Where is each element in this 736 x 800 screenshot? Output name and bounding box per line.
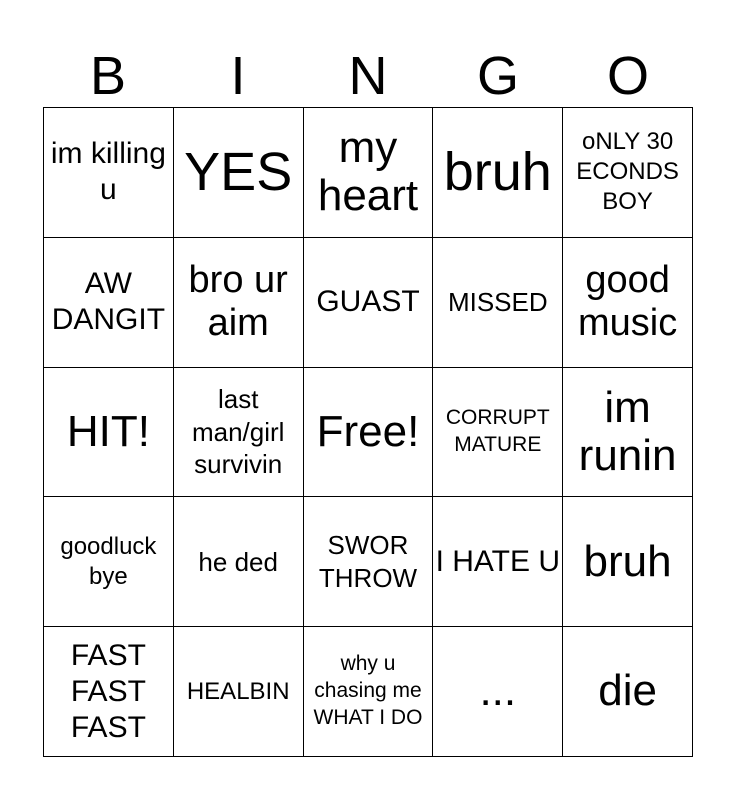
header-letter-i: I [230,46,246,106]
cell-text: MISSED [447,286,548,317]
bingo-cell-r3c1[interactable] [44,368,174,498]
cell-text: my heart [317,123,419,221]
bingo-cell-r2c1[interactable] [44,238,174,368]
cell-text: SWOR THROW [318,530,418,593]
cell-text: HEALBIN [186,677,290,705]
cell-text: goodluck bye [60,532,157,590]
bingo-cell-r4c5[interactable] [563,497,693,627]
cell-text: GUAST [316,285,420,319]
cell-text: why u chasing me WHAT I DO [313,652,423,730]
header-letter-g: G [476,46,519,106]
cell-text: die [598,666,657,716]
bingo-cell-r4c3[interactable] [304,497,434,627]
bingo-cell-r1c2[interactable] [174,108,304,238]
bingo-cell-r5c4[interactable] [433,627,563,757]
bingo-cell-r3c2[interactable] [174,368,304,498]
bingo-cell-r2c2[interactable] [174,238,304,368]
bingo-cell-r5c2[interactable] [174,627,304,757]
cell-text: CORRUPT MATURE [445,406,550,456]
cell-text: im killing u [50,137,166,207]
cell-text: YES [184,142,293,203]
header-letter-n: N [348,46,388,106]
cell-text: AW DANGIT [51,267,166,337]
bingo-cell-r5c1[interactable] [44,627,174,757]
cell-text: FAST FAST FAST [70,638,146,744]
cell-text: bro ur aim [188,258,288,345]
bingo-cell-r3c3[interactable] [304,368,434,498]
cell-text: bruh [583,536,672,586]
free-space: Free! [316,406,420,456]
cell-text: im runin [578,382,677,480]
bingo-cell-r3c4[interactable] [433,368,563,498]
cell-text: ... [479,666,517,716]
cell-text: bruh [443,142,552,203]
header-letter-b: B [89,46,127,106]
bingo-grid [43,107,693,757]
bingo-cell-r1c1[interactable] [44,108,174,238]
bingo-cell-r4c4[interactable] [433,497,563,627]
header-letter-o: O [606,46,649,106]
bingo-header [43,44,693,108]
cell-text: oNLY 30 ECONDS BOY [576,128,679,216]
bingo-cell-r4c2[interactable] [174,497,304,627]
bingo-cell-r4c1[interactable] [44,497,174,627]
cell-text: last man/girl survivin [191,384,285,480]
bingo-cell-r2c3[interactable] [304,238,434,368]
bingo-cell-r1c5[interactable] [563,108,693,238]
bingo-cell-r2c4[interactable] [433,238,563,368]
bingo-cell-r1c4[interactable] [433,108,563,238]
cell-text: good music [577,258,678,345]
bingo-cell-r3c5[interactable] [563,368,693,498]
bingo-cell-r5c5[interactable] [563,627,693,757]
bingo-cell-r5c3[interactable] [304,627,434,757]
bingo-cell-r1c3[interactable] [304,108,434,238]
cell-text: I HATE U [435,544,561,578]
cell-text: HIT! [66,406,150,456]
cell-text: he ded [198,546,278,577]
bingo-cell-r2c5[interactable] [563,238,693,368]
